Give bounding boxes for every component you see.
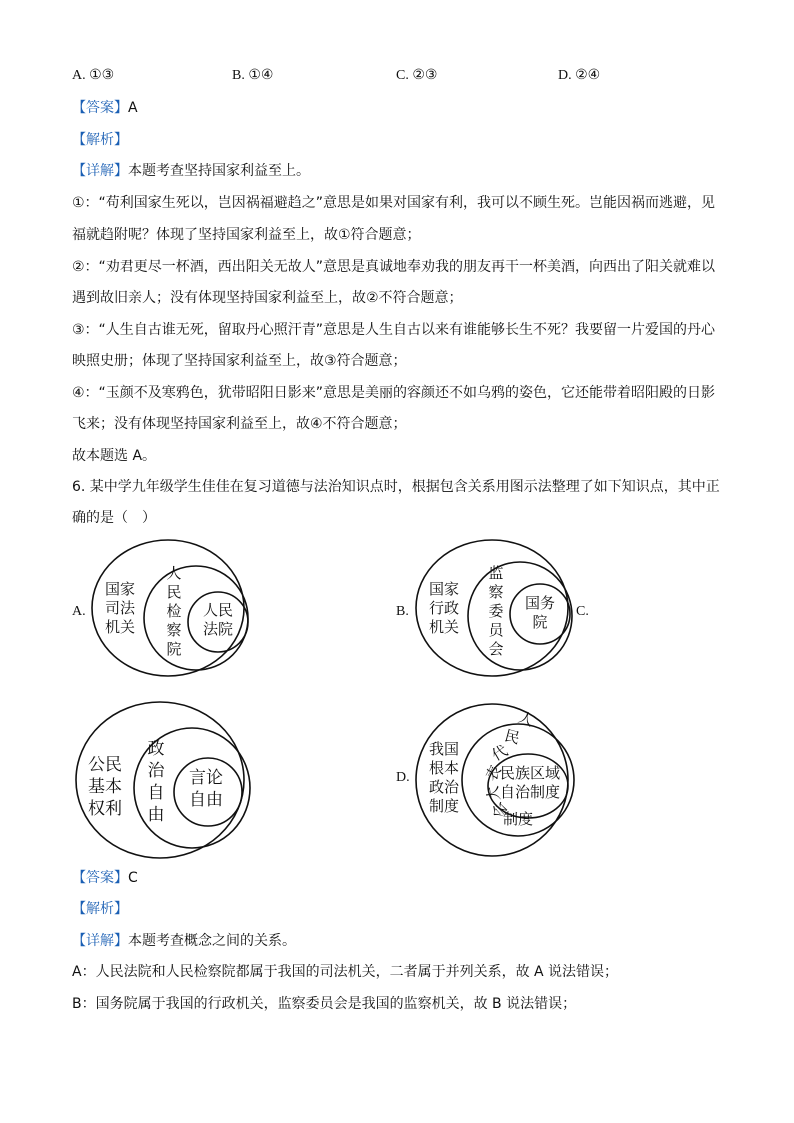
diagram-a-inner-text: 人民 法院 [202,601,233,638]
diagram-a-outer-text: 国家 司法 机关 [104,580,135,636]
diagram-d-arc-char: 代 [488,741,511,765]
diagram-d-middle-bottom: 制度 [502,810,533,828]
diagram-d-inner-text: 民族区域 自治制度 [499,764,560,801]
explanation-line: 遇到故旧亲人；没有体现坚持国家利益至上，故②不符合题意； [72,290,463,306]
diagram-b-outer-text: 国家 行政 机关 [428,580,459,636]
diagram-a-label: A. [72,604,86,619]
question-stem: 确的是（ ） [72,510,156,526]
diagram-a [90,538,250,678]
analysis-tag: 【解析】 [72,132,128,148]
diagram-d-outer-text: 我国 根本 政治 制度 [428,740,459,815]
diagram-c [74,700,254,860]
explanation-line: ①：“苟利国家生死以，岂因祸福避趋之”意思是如果对国家有利，我可以不顾生死。岂能因祸而逃避，见 [72,195,716,211]
diagram-d-arc-char: 会 [487,798,512,822]
detail-text: 本题考查概念之间的关系。 [128,933,296,949]
diagram-d-label: D. [396,770,410,785]
explanation-line: A：人民法院和人民检察院都属于我国的司法机关，二者属于并列关系，故 A 说法错误； [72,964,619,980]
analysis-tag: 【解析】 [72,901,128,917]
explanation-line: ②：“劝君更尽一杯酒，西出阳关无故人”意思是真诚地奉劝我的朋友再干一杯美酒，向西出了阳关就难以 [72,259,716,275]
explanation-line: 福就趋附呢？体现了坚持国家利益至上，故①符合题意； [72,227,421,243]
diagram-a-middle-text: 人 民 检 察 院 [166,564,182,658]
option-c: C. ②③ [396,68,438,83]
diagram-b-label: B. [396,604,409,619]
diagram-d-arc-char: 人 [516,708,537,731]
detail-row [72,931,296,951]
explanation-line: B：国务院属于我国的行政机关，监察委员会是我国的监察机关，故 B 说法错误； [72,996,577,1012]
explanation-line: ③：“人生自古谁无死，留取丹心照汗青”意思是人生自古以来有谁能够长生不死？我要留一片爱国的丹心 [72,322,716,338]
diagram-c-middle-text: 政 治 自 由 [147,739,165,825]
answer-tag: 【答案】 [72,100,128,116]
diagram-c-inner-text: 言论 自由 [189,768,223,810]
option-b: B. ①④ [232,68,274,83]
option-d: D. ②④ [558,68,601,83]
detail-tag: 【详解】 [72,163,128,179]
diagram-b-inner-text: 国务 院 [524,594,555,631]
diagram-d-arc-char: 大 [483,784,504,803]
diagram-b [412,538,572,678]
option-a: A. ①③ [72,68,115,83]
answer-row [72,868,138,888]
answer-row [72,98,138,118]
detail-row [72,161,310,181]
diagram-c-label-trailing: C. [576,604,589,619]
question-stem: 6. 某中学九年级学生佳佳在复习道德与法治知识点时，根据包含关系用图示法整理了如下知识点，其中正 [72,479,720,495]
diagram-d-arc-char: 民 [502,726,522,748]
detail-tag: 【详解】 [72,933,128,949]
explanation-line: 故本题选 A。 [72,448,157,464]
detail-text: 本题考查坚持国家利益至上。 [128,163,310,179]
diagram-c-outer-text: 公民 基本 权利 [88,755,122,819]
explanation-line: 映照史册；体现了坚持国家利益至上，故③符合题意； [72,353,407,369]
explanation-line: ④：“玉颜不及寒鸦色，犹带昭阳日影来”意思是美丽的容颜还不如乌鸦的姿色，它还能带着昭阳殿的日影 [72,385,716,401]
explanation-line: 飞来；没有体现坚持国家利益至上，故④不符合题意； [72,416,407,432]
diagram-d [412,700,572,860]
answer-value: C [128,870,138,886]
answer-value: A [128,100,138,116]
answer-tag: 【答案】 [72,870,128,886]
diagram-d-arc-char: 表 [482,762,506,785]
diagram-b-middle-text: 监 察 委 员 会 [488,564,504,658]
